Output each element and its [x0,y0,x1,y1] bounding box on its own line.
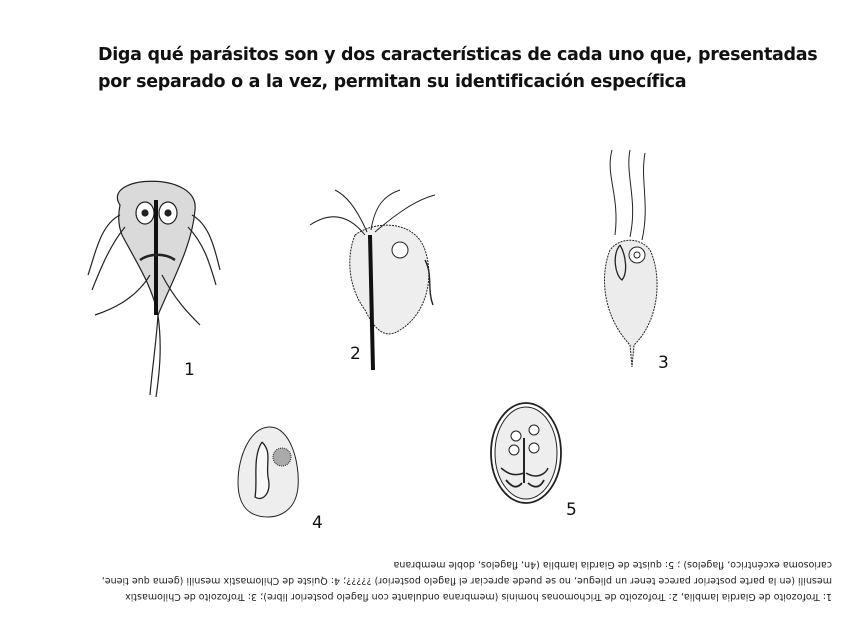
chilomastix-cyst-icon [230,422,310,522]
figure-4-number: 4 [312,513,323,533]
figure-1-giardia-trophozoite [80,165,230,400]
caption-line-2: mesnili (en la parte posterior parece tener un pliegue, no se puede apreciar el flagelo posterior) ?????; 4: Quiste de Chilomastix mesnili (gema que tiene, [101,575,832,586]
figure-3-chilomastix-trophozoite [590,145,670,375]
title-line-1: Diga qué parásitos son y dos características de cada uno que, presentadas [98,45,818,65]
trichomonas-trophozoite-icon [305,180,455,380]
figure-caption [20,556,832,604]
figure-2-number: 2 [350,344,361,364]
figure-1-number: 1 [184,360,195,380]
giardia-cyst-icon [486,398,566,508]
figure-5-number: 5 [566,500,577,520]
caption-line-3: cariosoma excéntrico, flagelos) ; 5: quiste de Giardia lamblia (4n, flagelos, doble membrana [393,559,832,570]
figure-2-trichomonas-trophozoite [305,180,455,380]
giardia-trophozoite-icon [80,165,230,400]
figure-4-chilomastix-cyst [230,422,310,522]
caption-line-1: 1: Trofozoito de Giardia lamblia, 2: Trofozoito de Trichomonas hominis (membrana ondulante con flagelo posterior libre); 3: Trofozoito de Chilomastix [125,591,832,602]
figure-5-giardia-cyst [486,398,566,508]
title-line-2: por separado o a la vez, permitan su identificación específica [98,72,687,92]
figure-3-number: 3 [658,353,669,373]
chilomastix-trophozoite-icon [590,145,670,375]
slide-title [98,42,818,96]
